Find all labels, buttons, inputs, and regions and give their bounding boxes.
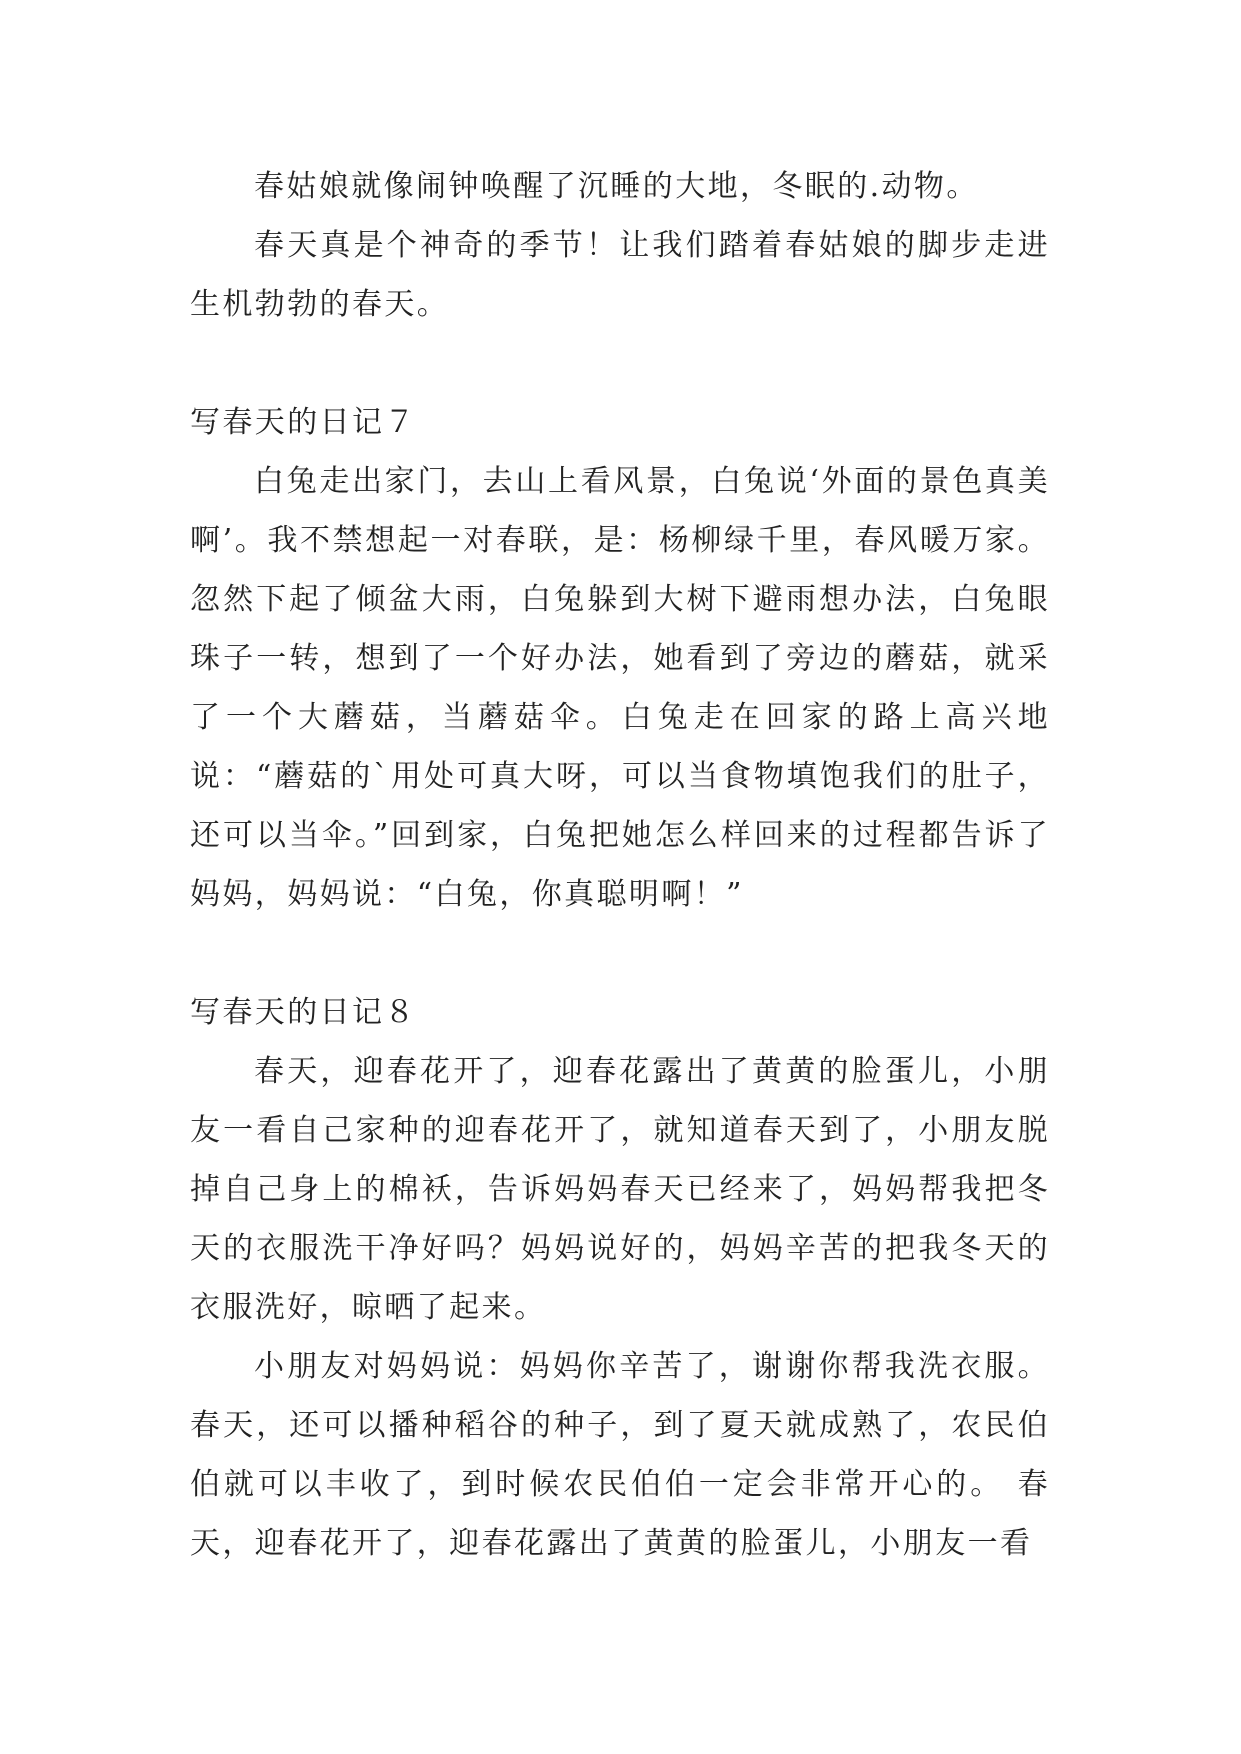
paragraph: 小朋友对妈妈说：妈妈你辛苦了，谢谢你帮我洗衣服。春天，还可以播种稻谷的种子，到了夏天就成熟了，农民伯伯就可以丰收了，到时候农民伯伯一定会非常开心的。 春天，迎春花开了，迎春花露出了黄黄的脸蛋儿，小朋友一看 (190, 1349, 1050, 1561)
section-heading: 写春天的日记８ (190, 995, 417, 1030)
section-spacer (190, 334, 1050, 393)
paragraph: 白兔走出家门，去山上看风景，白兔说‘外面的景色真美啊’。我不禁想起一对春联，是：杨柳绿千里，春风暖万家。忽然下起了倾盆大雨，白兔躲到大树下避雨想办法，白兔眼珠子一转，想到了一个好办法，她看到了旁边的蘑菇，就采了一个大蘑菇，当蘑菇伞。白兔走在回家的路上高兴地说：“蘑菇的`用处可真大呀，可以当食物填饱我们的肚子，还可以当伞。”回到家，白兔把她怎么样回来的过程都告诉了妈妈，妈妈说：“白兔，你真聪明啊！” (190, 464, 1050, 912)
paragraph: 春天真是个神奇的季节！让我们踏着春姑娘的脚步走进生机勃勃的春天。 (190, 228, 1050, 322)
section-spacer (190, 924, 1050, 983)
paragraph: 春天，迎春花开了，迎春花露出了黄黄的脸蛋儿，小朋友一看自己家种的迎春花开了，就知道春天到了，小朋友脱掉自己身上的棉袄，告诉妈妈春天已经来了，妈妈帮我把冬天的衣服洗干净好吗？妈妈说好的，妈妈辛苦的把我冬天的衣服洗好，晾晒了起来。 (190, 1054, 1050, 1325)
section-heading: 写春天的日记７ (190, 405, 417, 440)
document-body (190, 157, 1050, 1573)
paragraph: 春姑娘就像闹钟唤醒了沉睡的大地，冬眠的.动物。 (254, 169, 979, 204)
